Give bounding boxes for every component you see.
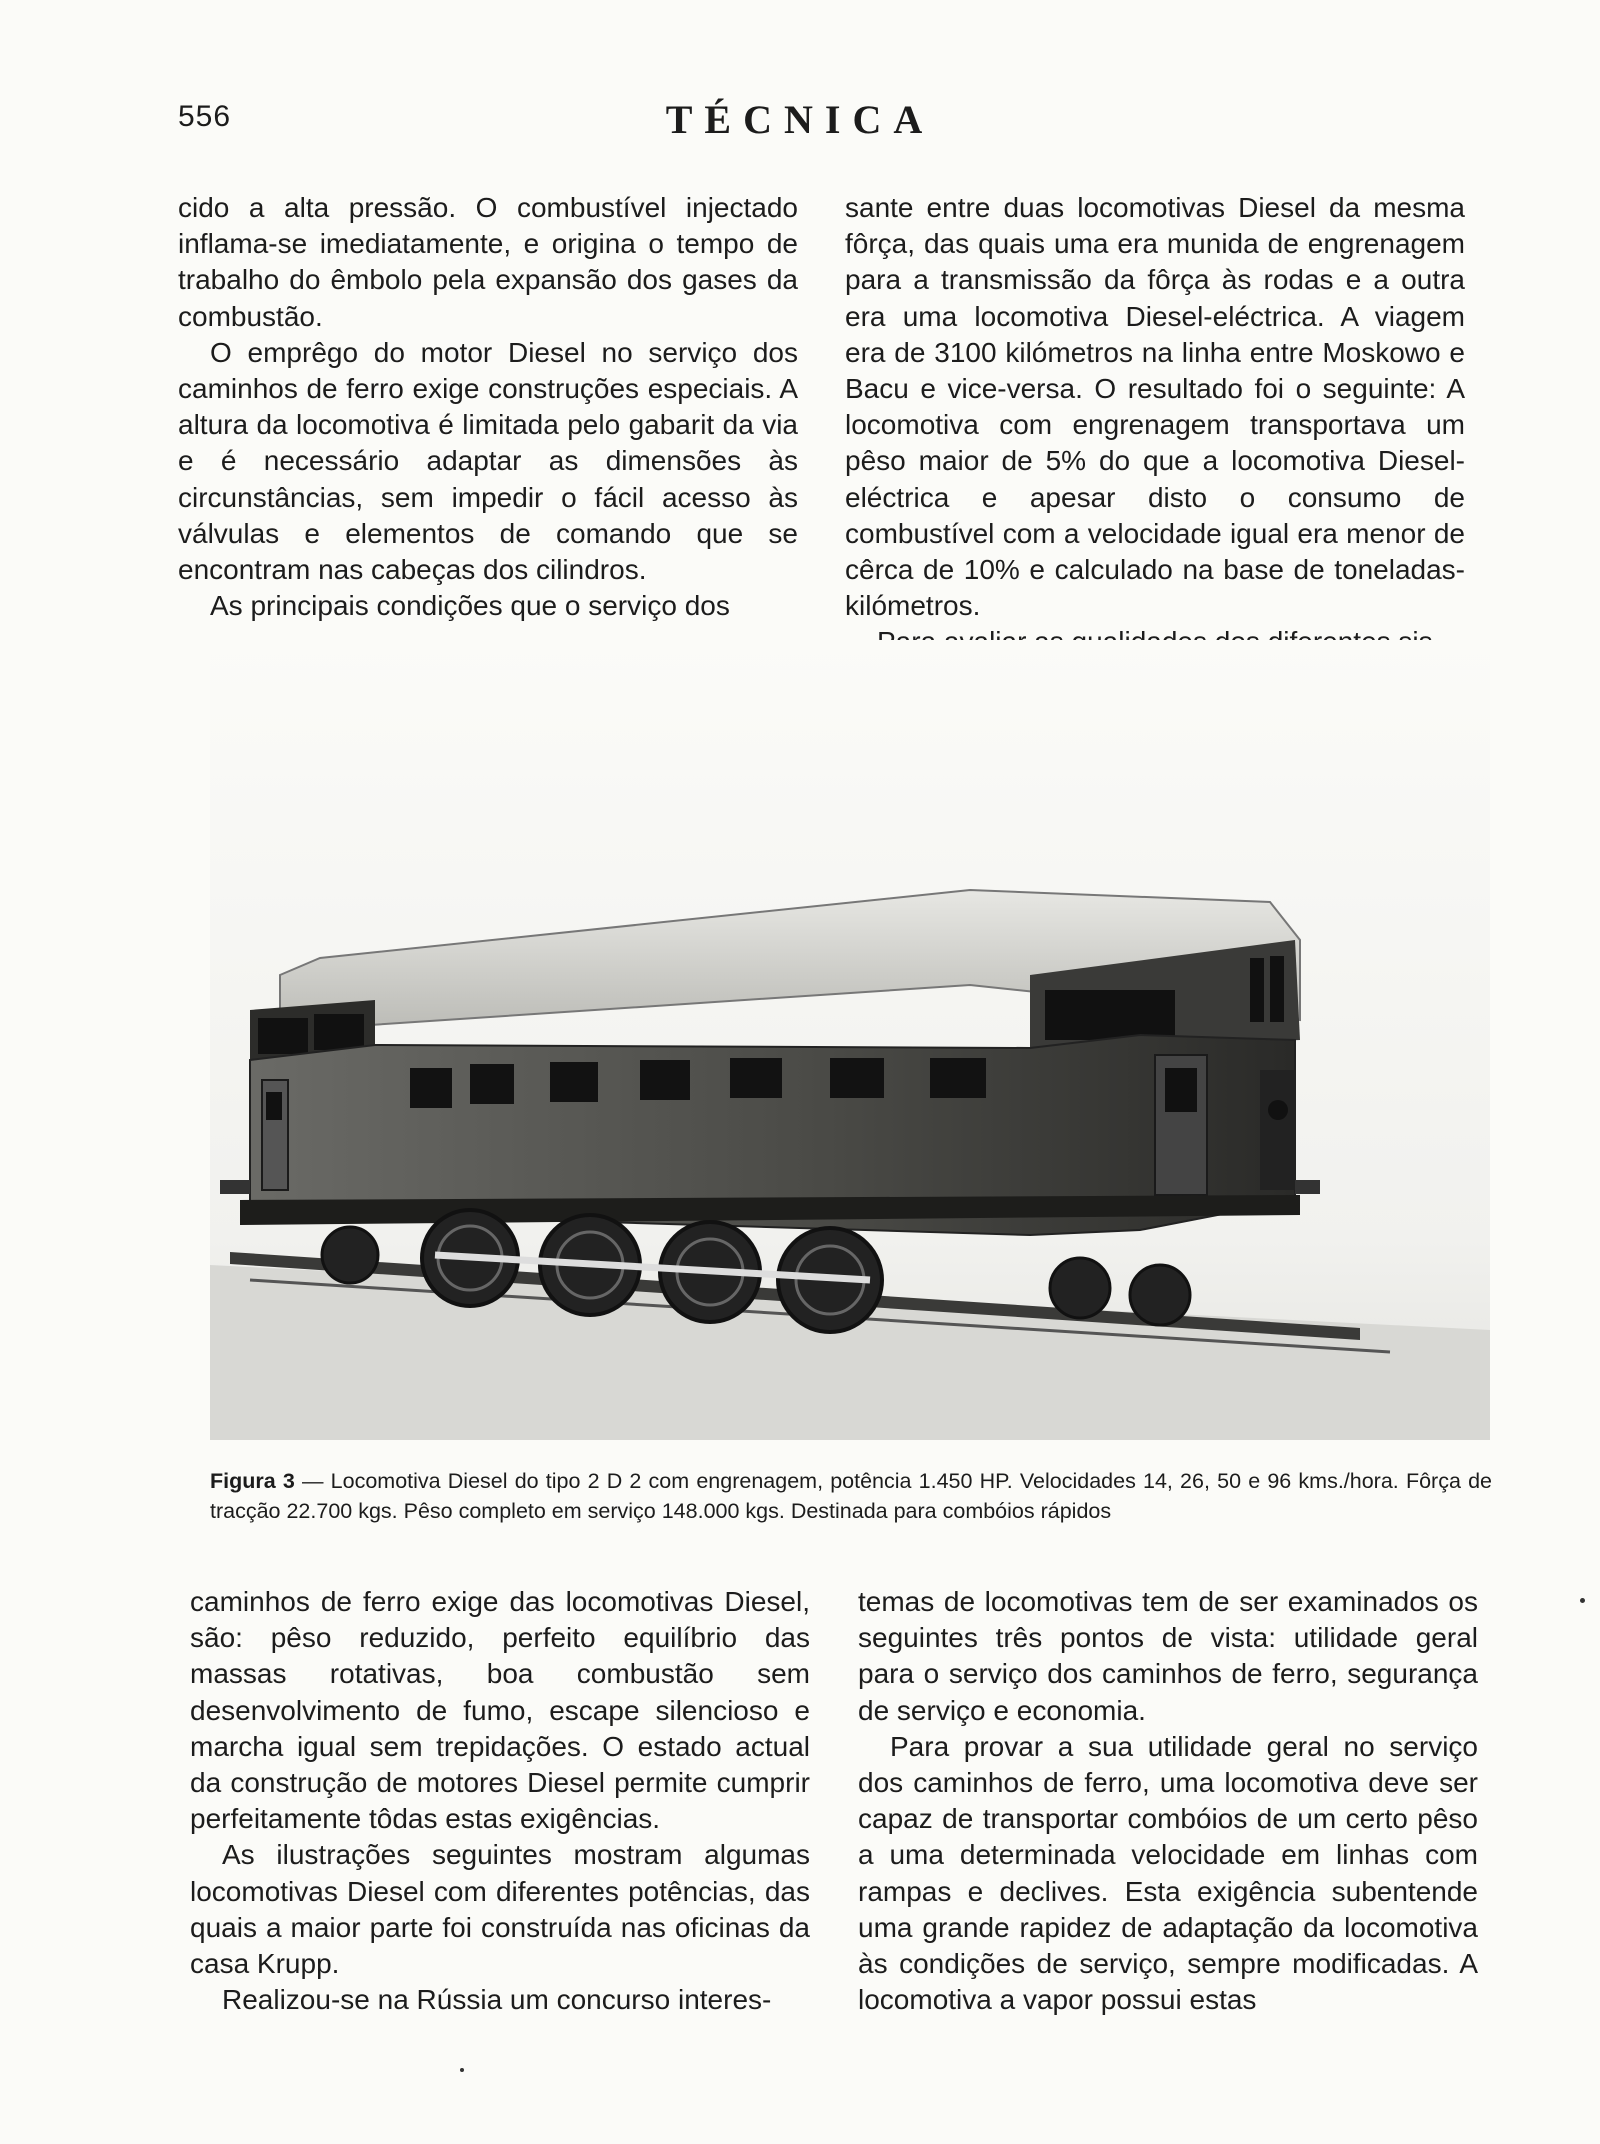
figure-caption-text: — Locomotiva Diesel do tipo 2 D 2 com engrenagem, potência 1.450 HP. Velocidades 14, 26, 50 e 96 kms./hora. Fôrça de tracção 22.700 kgs. Pêso completo em serviço 148.000 kgs. Destinada para combóios rápidos xyxy=(210,1469,1492,1523)
paragraph: caminhos de ferro exige das locomotivas Diesel, são: pêso reduzido, perfeito equilíbrio das massas rotativas, boa combustão sem desenvolvimento de fumo, escape silencioso e marcha igual sem trepidações. O estado actual da construção de motores Diesel permite cumprir perfeitamente tôdas estas exigências. xyxy=(190,1586,810,1835)
paragraph: Para provar a sua utilidade geral no serviço dos caminhos de ferro, uma locomotiva deve ser capaz de transportar combóios de um certo pêso a uma determinada velocidade em linhas com rampas e declives. Esta exigência subentende uma grande rapidez de adaptação da locomotiva às condições de serviço, sempre modificadas. A locomotiva a vapor possui estas xyxy=(858,1730,1478,2016)
figure-label: Figura 3 xyxy=(210,1469,295,1493)
diesel-locomotive-illustration xyxy=(210,640,1490,1440)
page-number: 556 xyxy=(178,100,232,133)
paragraph: cido a alta pressão. O combustível injectado inflama-se imediatamente, e origina o tempo de trabalho do êmbolo pela expansão dos gases da combustão. xyxy=(178,192,798,332)
locomotive-photo xyxy=(210,640,1490,1440)
scan-speck xyxy=(460,2068,464,2072)
paragraph: O emprêgo do motor Diesel no serviço dos caminhos de ferro exige construções especiais. A altura da locomotiva é limitada pelo gabarit da via e é necessário adaptar as dimensões às circunstâncias, sem impedir o fácil acesso às válvulas e elementos de comando que se encontram nas cabeças dos cilindros. xyxy=(178,336,798,586)
running-title: TÉCNICA xyxy=(665,97,935,142)
scan-speck xyxy=(1580,1598,1585,1603)
paragraph: As ilustrações seguintes mostram algumas locomotivas Diesel com diferentes potências, das quais a maior parte foi construída nas oficinas da casa Krupp. xyxy=(190,1839,810,1980)
paragraph: temas de locomotivas tem de ser examinados os seguintes três pontos de vista: utilidade geral para o serviço dos caminhos de ferro, segurança de serviço e economia. xyxy=(858,1586,1478,1726)
text-column-top-right xyxy=(845,190,1465,661)
text-column-bottom-right xyxy=(858,1584,1478,2018)
paragraph: Realizou-se na Rússia um concurso interes- xyxy=(222,1984,772,2016)
text-column-top-left xyxy=(178,190,798,624)
paragraph: sante entre duas locomotivas Diesel da mesma fôrça, das quais uma era munida de engrenagem para a transmissão da fôrça às rodas e a outra era uma locomotiva Diesel-eléctrica. A viagem era de 3100 kilómetros na linha entre Moskowo e Bacu e vice-versa. O resultado foi o seguinte: A locomotiva com engrenagem transportava um pêso maior de 5% do que a locomotiva Diesel-eléctrica e apesar disto o consumo de combustível com a velocidade igual era menor de cêrca de 10% e calculado na base de toneladas-kilómetros. xyxy=(845,192,1465,622)
text-column-bottom-left xyxy=(190,1584,810,2018)
figure-caption xyxy=(210,1466,1492,1526)
paragraph: As principais condições que o serviço dos xyxy=(210,590,730,622)
